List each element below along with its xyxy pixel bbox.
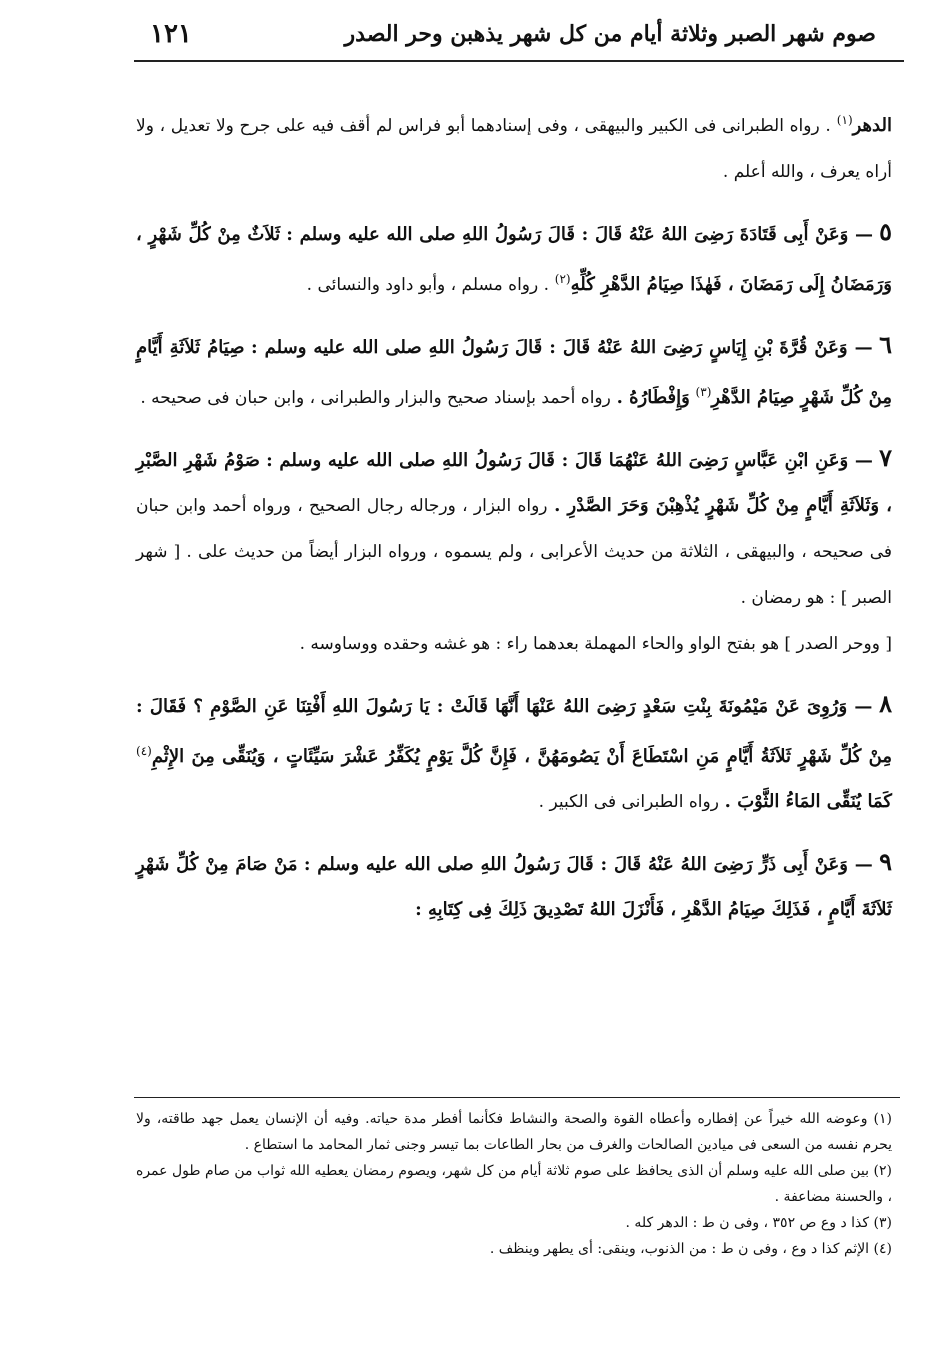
hadith-number: ٥ — [879, 217, 892, 246]
hadith-number: ٩ — [879, 847, 892, 876]
hadith-7 — [136, 435, 892, 621]
hadith-5 — [136, 209, 892, 308]
hadith-text: مَنْ صَامَ مِنْ كُلِّ شَهْرٍ ثَلاَثَةَ أَيَّامٍ ، فَذَلِكَ صِيَامُ الدَّهْرِ ، فَأَنْزَلَ اللهُ تَصْدِيقَ ذَلِكَ فِى كِتَابِهِ : — [136, 854, 892, 920]
hadith-9 — [136, 839, 892, 932]
gloss-text: [ ووحر الصدر ] هو بفتح الواو والحاء المهملة بعدهما راء : هو غشه وحقده ووساوسه . — [299, 634, 892, 654]
hadith-number: ٧ — [879, 443, 892, 472]
footnote-mark: (٤) — [873, 1241, 892, 1257]
footnote-text: كذا د وع ص ٣٥٢ ، وفى ن ط : الدهر كله . — [625, 1215, 870, 1231]
footnote — [136, 1210, 892, 1236]
footnote — [136, 1236, 892, 1262]
note-mark: (٢) — [554, 272, 571, 286]
hadith-intro: — وَرُوِىَ عَنْ مَيْمُونَةَ بِنْتِ سَعْدٍ رَضِىَ اللهُ عَنْهَا أَنَّهَا قَالَتْ : يَا رَسُولَ اللهِ — [332, 696, 873, 717]
header-rule — [134, 60, 904, 62]
note-mark: (٤) — [136, 744, 152, 758]
gloss-paragraph — [136, 621, 892, 667]
page-number: ١٢١ — [150, 19, 192, 49]
hadith-reference: رواه الطبرانى فى الكبير . — [538, 792, 719, 812]
footnote-text: بين صلى الله عليه وسلم أن الذى يحافظ على صوم ثلاثة أيام من كل شهر، ويصوم رمضان يعطيه الله ثواب من صام طول عمره ، والحسنة مضاعفة . — [136, 1163, 892, 1205]
hadith-intro: — وَعَنْ أَبِى قَتَادَةَ رَضِىَ اللهُ عَنْهُ قَالَ : قَالَ رَسُولُ اللهِ صلى الله عليه وسلم : — [286, 224, 873, 245]
footnote-text: الإثم كذا د وع ، وفى ن ط : من الذنوب، وينقى: أى يطهر وينظف . — [489, 1241, 870, 1257]
hadith-6 — [136, 322, 892, 421]
footnote — [136, 1158, 892, 1210]
intro-reference: . رواه الطبرانى فى الكبير والبيهقى ، وفى إسنادهما أبو فراس لم أقف فيه على جرح ولا تعديل ، ولا أراه يعرف ، والله أعلم . — [136, 116, 892, 182]
hadith-reference: رواه البزار ، ورجاله رجال الصحيح ، ورواه أحمد وابن حبان فى صحيحه ، والبيهقى ، الثلاثة من حديث الأعرابى ، ولم يسموه ، ورواه البزار أيضاً من حديث على . [ شهر الصبر ] : هو رمضان . — [136, 496, 892, 608]
hadith-text-cont: وَإِفْطَارُهُ . — [616, 387, 690, 408]
hadith-intro: — وَعَنْ أَبِى ذَرٍّ رَضِىَ اللهُ عَنْهُ قَالَ : قَالَ رَسُولُ اللهِ صلى الله عليه وسلم : — [303, 854, 873, 875]
hadith-reference: رواه أحمد بإسناد صحيح والبزار والطبرانى ، وابن حبان فى صحيحه . — [140, 388, 611, 408]
intro-paragraph — [136, 98, 892, 195]
note-mark: (١) — [836, 113, 853, 127]
hadith-end: الدهر — [852, 115, 892, 136]
hadith-intro: — وَعَنِ ابْنِ عَبَّاسٍ رَضِىَ اللهُ عَنْهُمَا قَالَ : قَالَ رَسُولُ اللهِ صلى الله عليه وسلم : — [266, 450, 873, 471]
footnote-mark: (٢) — [873, 1163, 892, 1179]
hadith-intro: — وَعَنْ قُرَّةَ بْنِ إِيَاسٍ رَضِىَ اللهُ عَنْهُ قَالَ : قَالَ رَسُولُ اللهِ صلى الله عليه وسلم : — [250, 337, 873, 358]
hadith-reference: . رواه مسلم ، وأبو داود والنسائى . — [306, 275, 550, 295]
hadith-text: صِيَامُ ثَلاَثَةِ أَيَّامٍ مِنْ كُلِّ شَهْرٍ صِيَامُ الدَّهْرِ — [136, 337, 892, 408]
footnote-text: وعوضه الله خيراً عن إفطاره وأعطاه القوة والصحة والنشاط فكأنما أفطر مدة حياته. وفيه أن الإنسان يعمل جهد طاقته، ولا يحرم نفسه من السعى فى ميادين الصالحات والغرف من بحار الطاعات بما تيسر وجنى ثمار المحامد ما استطاع . — [136, 1111, 892, 1153]
hadith-text-cont: كَمَا يُنَقِّى المَاءُ الثَّوْبَ . — [724, 791, 892, 812]
footnotes — [136, 1106, 892, 1262]
footnote-mark: (١) — [873, 1111, 892, 1127]
footnote — [136, 1106, 892, 1158]
note-mark: (٣) — [695, 385, 712, 399]
hadith-number: ٨ — [879, 689, 892, 718]
running-title: صوم شهر الصبر وثلاثة أيام من كل شهر يذهبن وحر الصدر — [344, 21, 876, 47]
hadith-8 — [136, 681, 892, 825]
main-text — [136, 98, 892, 932]
hadith-text: أَفْتِنَا عَنِ الصَّوْمِ ؟ فَقَالَ : مِنْ كُلِّ شَهْرٍ ثَلاَثَةُ أَيَّامٍ مَنِ اسْتَطَاعَ أَنْ يَصُومَهُنَّ ، فَإِنَّ كُلَّ يَوْمٍ يُكَفِّرُ عَشْرَ سَيِّئَاتٍ ، وَيُنَقِّى مِنَ الإِثْمِ — [136, 696, 892, 767]
footnote-mark: (٣) — [873, 1215, 892, 1231]
hadith-text: ثَلاَثٌ مِنْ كُلِّ شَهْرٍ ، وَرَمَضَانُ إِلَى رَمَضَانَ ، فَهٰذَا صِيَامُ الدَّهْرِ كُلِّهِ — [136, 224, 892, 295]
hadith-number: ٦ — [879, 330, 892, 359]
footnote-rule — [134, 1097, 900, 1098]
hadith-text: صَوْمُ شَهْرِ الصَّبْرِ ، وَثَلاَثَةِ أَيَّامٍ مِنْ كُلِّ شَهْرٍ يُذْهِبْنَ وَحَرَ الصَّدْرِ . — [136, 450, 892, 516]
running-header — [150, 14, 876, 54]
